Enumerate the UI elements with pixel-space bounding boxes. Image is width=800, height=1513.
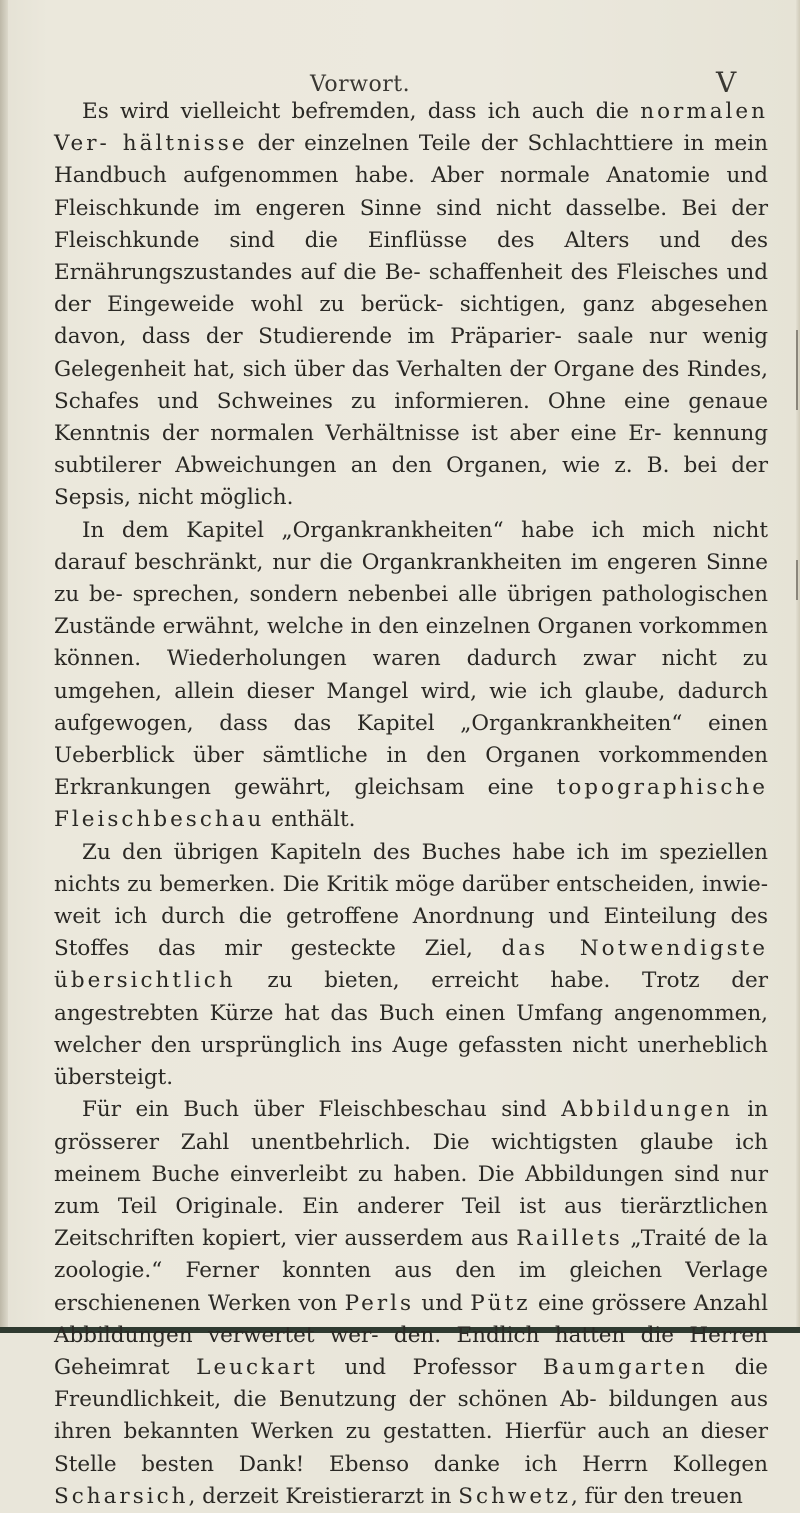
emphasized-text: Schwetz [458,1483,572,1509]
emphasized-text: Raillets [516,1226,623,1252]
running-head: Vorwort. [310,72,411,97]
text-run: Es wird vielleicht befremden, dass ich auch die [82,99,641,124]
text-run: , derzeit Kreistierarzt in [188,1483,459,1509]
text-run: , für den treuen [571,1483,743,1509]
paragraph [54,837,768,1095]
text-run: In dem Kapitel „Organkrankheiten“ habe ich mich nicht darauf beschränkt, nur die Organkrankheiten im engeren Sinne zu be- sprechen, sondern nebenbei alle übrigen pathologischen Zustände erwähnt, welche in den einzelnen Organen vorkommen können. Wiederholungen waren dadurch zwar nicht zu umgehen, allein dieser Mangel wird, wie ich glaube, dadurch aufgewogen, dass das Kapitel „Organkrankheiten“ einen Ueberblick über sämtliche in den Organen vorkommenden Erkrankungen gewährt, gleichsam eine [54,517,768,801]
emphasized-text: Baumgarten [543,1354,708,1380]
emphasized-text: topographische Fleischbeschau [54,775,768,833]
text-run: zu bieten, erreicht habe. Trotz der angestrebten Kürze hat das Buch einen Umfang angenommen, welcher den ursprünglich ins Auge gefassten nicht unerheblich übersteigt. [54,968,768,1091]
emphasized-text: Pütz [470,1290,531,1316]
emphasized-text: Scharsich [54,1483,189,1509]
paragraph [54,515,768,837]
emphasized-text: Leuckart [196,1354,318,1380]
emphasized-text: Abbildungen [561,1097,733,1123]
paragraph [54,1094,768,1513]
page-number: V [716,66,737,99]
body-text [54,96,768,1513]
page-edge-shadow [796,0,800,1333]
emphasized-text: das Notwendigste übersichtlich [54,936,768,994]
page-edge-mark [796,330,798,410]
text-run: eine grössere Anzahl Abbildungen verwertet wer- den. Endlich hatten die Herren Geheimrat [54,1290,768,1380]
text-run: Zu den übrigen Kapiteln des Buches habe ich im speziellen nichts zu bemerken. Die Kritik möge darüber entscheiden, inwie- weit ich durch die getroffene Anordnung und Einteilung des Stoffes das mir gesteckte Ziel, [54,839,768,962]
page-header [0,52,800,99]
emphasized-text: Perls [344,1290,415,1316]
text-run: und [414,1290,471,1316]
text-run: „Traité de la zoologie.“ Ferner konnten aus den im gleichen Verlage erschienenen Werken von [54,1226,769,1316]
text-run: enthält. [264,807,356,833]
page-edge-mark [796,560,798,600]
text-run: Für ein Buch über Fleischbeschau sind [82,1097,562,1123]
text-run: und Professor [317,1354,544,1380]
text-run: in grösserer Zahl unentbehrlich. Die wichtigsten glaube ich meinem Buche einverleibt zu haben. Die Abbildungen sind nur zum Teil Originale. Ein anderer Teil ist aus tierärztlichen Zeitschriften kopiert, vier ausserdem aus [54,1097,768,1252]
text-run: der einzelnen Teile der Schlachttiere in mein Handbuch aufgenommen habe. Aber normale Anatomie und Fleischkunde im engeren Sinne sind nicht dasselbe. Bei der Fleischkunde sind die Einflüsse des Alters und des Ernährungszustandes auf die Be- schaffenheit des Fleisches und der Eingeweide wohl zu berück- sichtigen, ganz abgesehen davon, dass der Studierende im Präparier- saale nur wenig Gelegenheit hat, sich über das Verhalten der Organe des Rindes, Schafes und Schweines zu informieren. Ohne eine genaue Kenntnis der normalen Verhältnisse ist aber eine Er- kennung subtilerer Abweichungen an den Organen, wie z. B. bei der Sepsis, nicht möglich. [54,131,768,511]
paragraph [54,96,768,515]
page-gutter-shadow [0,0,8,1333]
text-run: die Freundlichkeit, die Benutzung der schönen Ab- bildungen aus ihren bekannten Werken zu gestatten. Hierfür auch an dieser Stelle besten Dank! Ebenso danke ich Herrn Kollegen [54,1354,768,1477]
emphasized-text: normalen Ver- hältnisse [54,99,768,157]
